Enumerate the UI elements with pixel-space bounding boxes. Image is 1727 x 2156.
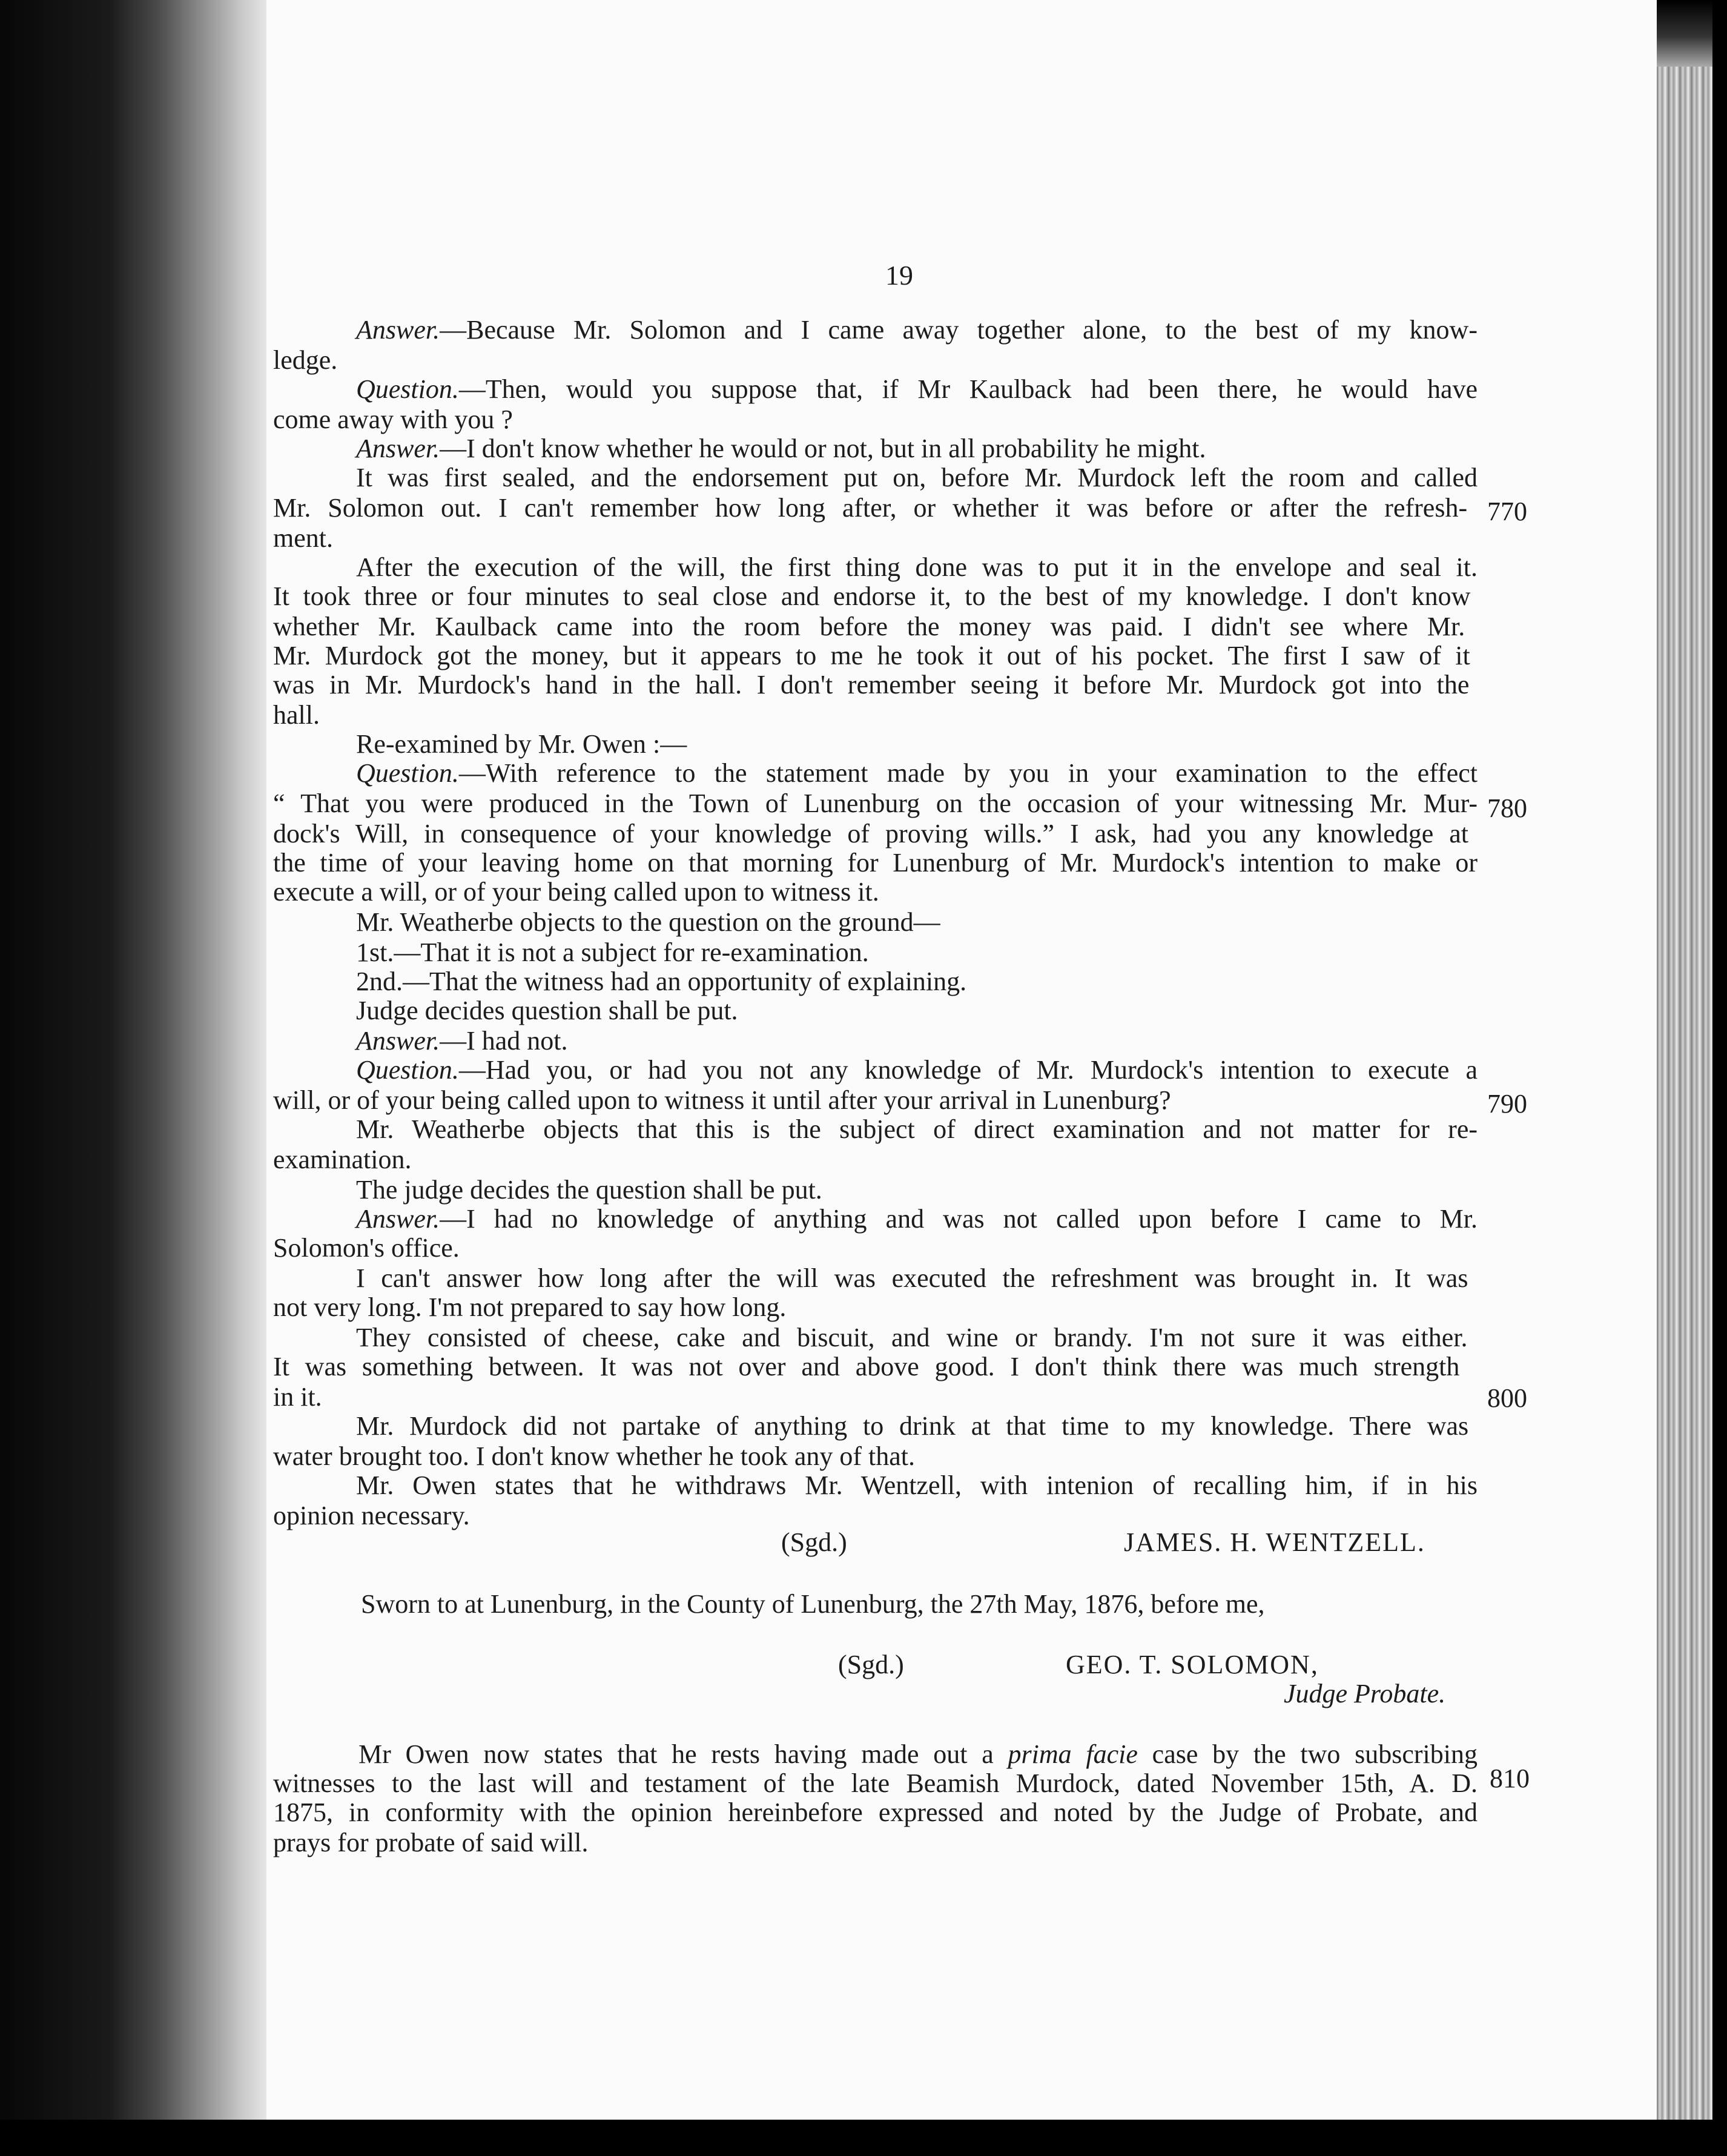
text-run: was in Mr. Murdock's hand in the hall. I don't remember seeing it before Mr. Murdock got into the [273,670,1470,699]
text-line-19 [273,848,1478,878]
text-line-18 [273,819,1468,849]
book-spine-shadow [0,0,276,2156]
text-line-14 [273,700,320,730]
signature-name-1: JAMES. H. WENTZELL. [1124,1527,1425,1557]
text-run: It was something between. It was not over and above good. I don't think there was much strength [273,1352,1460,1381]
text-line-20 [273,877,879,907]
signature-title-2: Judge Probate. [1284,1679,1446,1708]
text-line-40 [356,1470,1478,1501]
text-line-27 [273,1085,1171,1116]
text-line-37 [273,1382,322,1412]
italic-text: Answer. [356,434,440,463]
text-run: will, or of your being called upon to witness it until after your arrival in Lunenburg? [273,1085,1171,1115]
text-run: come away with you ? [273,405,513,434]
text-line-22 [356,937,869,968]
text-line-26 [356,1055,1478,1085]
text-line-23 [356,967,966,997]
text-run: Mr. Murdock got the money, but it appears to me he took it out of his pocket. The first I saw of it [273,641,1470,670]
text-run: water brought too. I don't know whether he took any of that. [273,1441,916,1471]
text-run: Judge decides question shall be put. [356,996,738,1025]
text-line-11 [273,612,1465,642]
page-stack-edge [1657,67,1712,2120]
signature-sgd-1: (Sgd.) [781,1527,847,1557]
text-run: witnesses to the last will and testament of the late Beamish Murdock, dated November 15th, A. D. [273,1768,1478,1798]
text-line-34 [273,1292,786,1323]
text-line-16 [356,758,1478,789]
text-run: —Because Mr. Solomon and I came away together alone, to the best of my know- [440,315,1478,345]
line-number-770: 770 [1487,497,1527,526]
text-run: Re-examined by Mr. Owen :— [356,729,687,759]
line-number-800: 800 [1487,1383,1527,1413]
scan-border-right [1712,0,1727,2156]
italic-text: Question. [356,374,459,404]
text-line-38 [356,1411,1468,1441]
sworn-statement: Sworn to at Lunenburg, in the County of Lunenburg, the 27th May, 1876, before me, [361,1589,1265,1619]
text-line-21 [356,907,940,937]
text-line-5 [356,434,1206,464]
text-line-12 [273,641,1470,671]
text-run: ment. [273,523,333,553]
closing-line-2 [273,1768,1478,1799]
text-run: case by the two subscribing [1137,1739,1478,1769]
text-line-8 [273,523,333,554]
text-line-24 [356,996,738,1026]
text-line-35 [356,1323,1468,1353]
text-run: —Had you, or had you not any knowledge of Mr. Murdock's intention to execute a [458,1055,1478,1085]
text-line-17 [273,789,1478,819]
signature-name-2: GEO. T. SOLOMON, [1066,1650,1319,1679]
closing-line-4 [273,1828,589,1858]
closing-line-3 [273,1797,1478,1828]
text-run: ledge. [273,345,338,375]
scan-border-bottom [0,2120,1727,2156]
text-run: —I don't know whether he would or not, but in all probability he might. [440,434,1206,463]
text-run: Mr Owen now states that he rests having made out a [358,1739,1008,1769]
text-run: examination. [273,1145,412,1174]
text-line-33 [356,1263,1468,1294]
italic-text: prima facie [1008,1739,1138,1769]
italic-text: Answer. [356,315,440,345]
text-run: Mr. Weatherbe objects that this is the subject of direct examination and not matter for re- [356,1114,1478,1144]
page-stack-top [1657,0,1712,67]
text-run: After the execution of the will, the first thing done was to put it in the envelope and seal it. [356,552,1478,582]
line-number-810: 810 [1490,1764,1530,1793]
text-run: Mr. Weatherbe objects to the question on the ground— [356,907,940,937]
text-run: prays for probate of said will. [273,1828,589,1857]
text-line-7 [273,493,1467,523]
text-run: —I had not. [440,1026,568,1056]
text-run: not very long. I'm not prepared to say how long. [273,1292,787,1322]
text-line-3 [356,374,1478,405]
text-run: hall. [273,700,320,730]
text-run: Mr. Murdock did not partake of anything to drink at that time to my knowledge. There was [356,1411,1469,1441]
text-line-36 [273,1352,1459,1382]
text-run: Solomon's office. [273,1233,460,1263]
text-line-4 [273,405,513,435]
text-line-13 [273,670,1469,700]
text-run: It took three or four minutes to seal close and endorse it, to the best of my knowledge. I don't know [273,581,1471,611]
closing-line-1 [358,1739,1478,1770]
text-run: It was first sealed, and the endorsement put on, before Mr. Murdock left the room and called [356,463,1478,492]
text-line-25 [356,1026,568,1056]
page-number: 19 [885,260,913,291]
text-run: —Then, would you suppose that, if Mr Kaulback had been there, he would have [458,374,1478,404]
text-line-2 [273,345,337,375]
text-line-41 [273,1501,470,1531]
text-line-6 [356,463,1478,493]
text-run: Mr. Owen states that he withdraws Mr. Wentzell, with intenion of recalling him, if in his [356,1470,1478,1500]
text-run: The judge decides the question shall be put. [356,1175,822,1205]
text-run: 1875, in conformity with the opinion hereinbefore expressed and noted by the Judge of Probate, and [273,1797,1478,1827]
text-run: execute a will, or of your being called upon to witness it. [273,877,879,907]
text-run: I can't answer how long after the will was executed the refreshment was brought in. It was [356,1263,1468,1293]
text-line-31 [356,1204,1478,1234]
text-line-29 [273,1145,412,1175]
signature-sgd-2: (Sgd.) [838,1650,904,1679]
line-number-790: 790 [1487,1089,1527,1119]
text-line-1 [356,315,1478,345]
text-run: “ That you were produced in the Town of Lunenburg on the occasion of your witnessing Mr. Mur- [273,789,1478,818]
line-number-780: 780 [1487,793,1527,823]
text-run: opinion necessary. [273,1501,470,1530]
text-run: the time of your leaving home on that morning for Lunenburg of Mr. Murdock's intention to make or [273,848,1478,878]
italic-text: Answer. [356,1026,440,1056]
text-line-10 [273,581,1470,612]
text-line-28 [356,1114,1478,1145]
text-line-15 [356,729,687,759]
text-line-39 [273,1441,915,1472]
text-run: —With reference to the statement made by you in your examination to the effect [458,758,1478,788]
italic-text: Question. [356,758,459,788]
text-run: in it. [273,1382,322,1412]
text-line-32 [273,1233,460,1263]
text-run: They consisted of cheese, cake and biscuit, and wine or brandy. I'm not sure it was either. [356,1323,1468,1352]
italic-text: Question. [356,1055,459,1085]
text-run: 1st.—That it is not a subject for re-examination. [356,937,869,967]
text-run: dock's Will, in consequence of your knowledge of proving wills.” I ask, had you any knowledge at [273,819,1469,848]
text-line-30 [356,1175,822,1205]
text-run: 2nd.—That the witness had an opportunity of explaining. [356,967,967,996]
text-line-9 [356,552,1478,583]
text-run: whether Mr. Kaulback came into the room before the money was paid. I didn't see where Mr. [273,612,1465,641]
italic-text: Answer. [356,1204,440,1234]
text-run: Mr. Solomon out. I can't remember how long after, or whether it was before or after the refresh- [273,493,1468,523]
text-run: —I had no knowledge of anything and was not called upon before I came to Mr. [440,1204,1478,1234]
